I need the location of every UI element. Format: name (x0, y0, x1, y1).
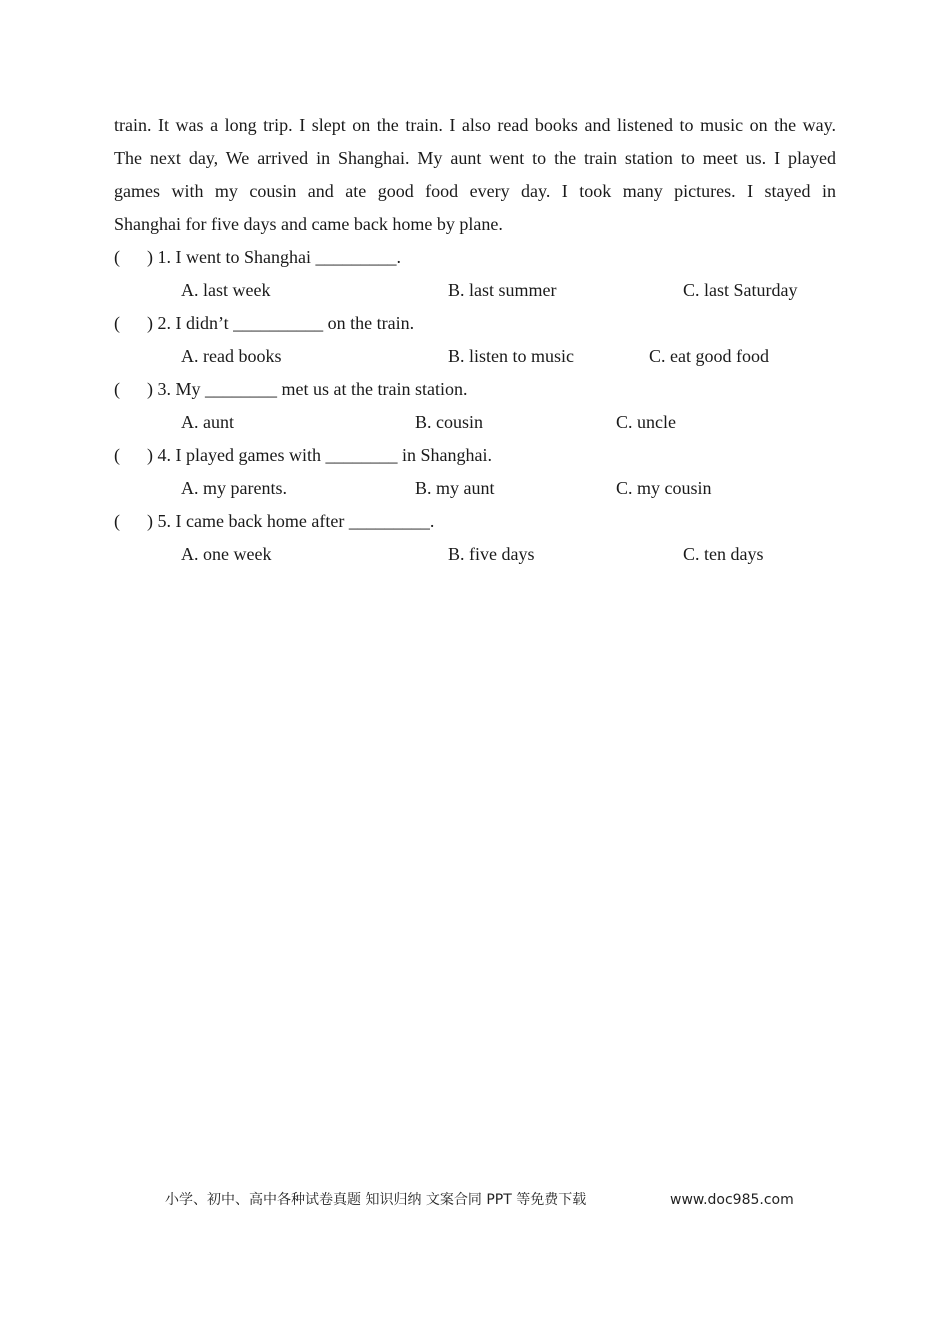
answer-paren-open: ( (114, 379, 120, 399)
option-c: C. uncle (616, 412, 676, 432)
option-c: C. eat good food (649, 346, 769, 366)
option-a: A. last week (181, 280, 271, 300)
option-b: B. last summer (448, 280, 557, 300)
question-stem: ) 3. My ________ met us at the train station. (147, 379, 468, 399)
option-a: A. aunt (181, 412, 234, 432)
question-stem: ) 1. I went to Shanghai _________. (147, 247, 401, 267)
passage-line: Shanghai for five days and came back home by plane. (114, 214, 503, 234)
option-b: B. five days (448, 544, 535, 564)
question-stem: ) 2. I didn’t __________ on the train. (147, 313, 415, 333)
answer-paren-open: ( (114, 511, 120, 531)
option-c: C. ten days (683, 544, 764, 564)
option-a: A. read books (181, 346, 282, 366)
footer-text: 小学、初中、高中各种试卷真题 知识归纳 文案合同 PPT 等免费下载 (165, 1192, 587, 1208)
passage-line: games with my cousin and ate good food every day. I took many pictures. I stayed in (114, 181, 836, 201)
option-c: C. my cousin (616, 478, 712, 498)
answer-paren-open: ( (114, 313, 120, 333)
passage-line: The next day, We arrived in Shanghai. My aunt went to the train station to meet us. I played (114, 148, 836, 168)
footer-site-link[interactable]: www.doc985.com (670, 1192, 794, 1208)
option-b: B. cousin (415, 412, 484, 432)
option-b: B. my aunt (415, 478, 495, 498)
question-stem: ) 4. I played games with ________ in Shanghai. (147, 445, 492, 465)
option-c: C. last Saturday (683, 280, 798, 300)
option-a: A. my parents. (181, 478, 287, 498)
page-footer (165, 1190, 794, 1210)
option-b: B. listen to music (448, 346, 574, 366)
answer-paren-open: ( (114, 247, 120, 267)
question-stem: ) 5. I came back home after _________. (147, 511, 435, 531)
option-a: A. one week (181, 544, 272, 564)
passage-line: train. It was a long trip. I slept on the train. I also read books and listened to music on the way. (114, 115, 836, 135)
answer-paren-open: ( (114, 445, 120, 465)
